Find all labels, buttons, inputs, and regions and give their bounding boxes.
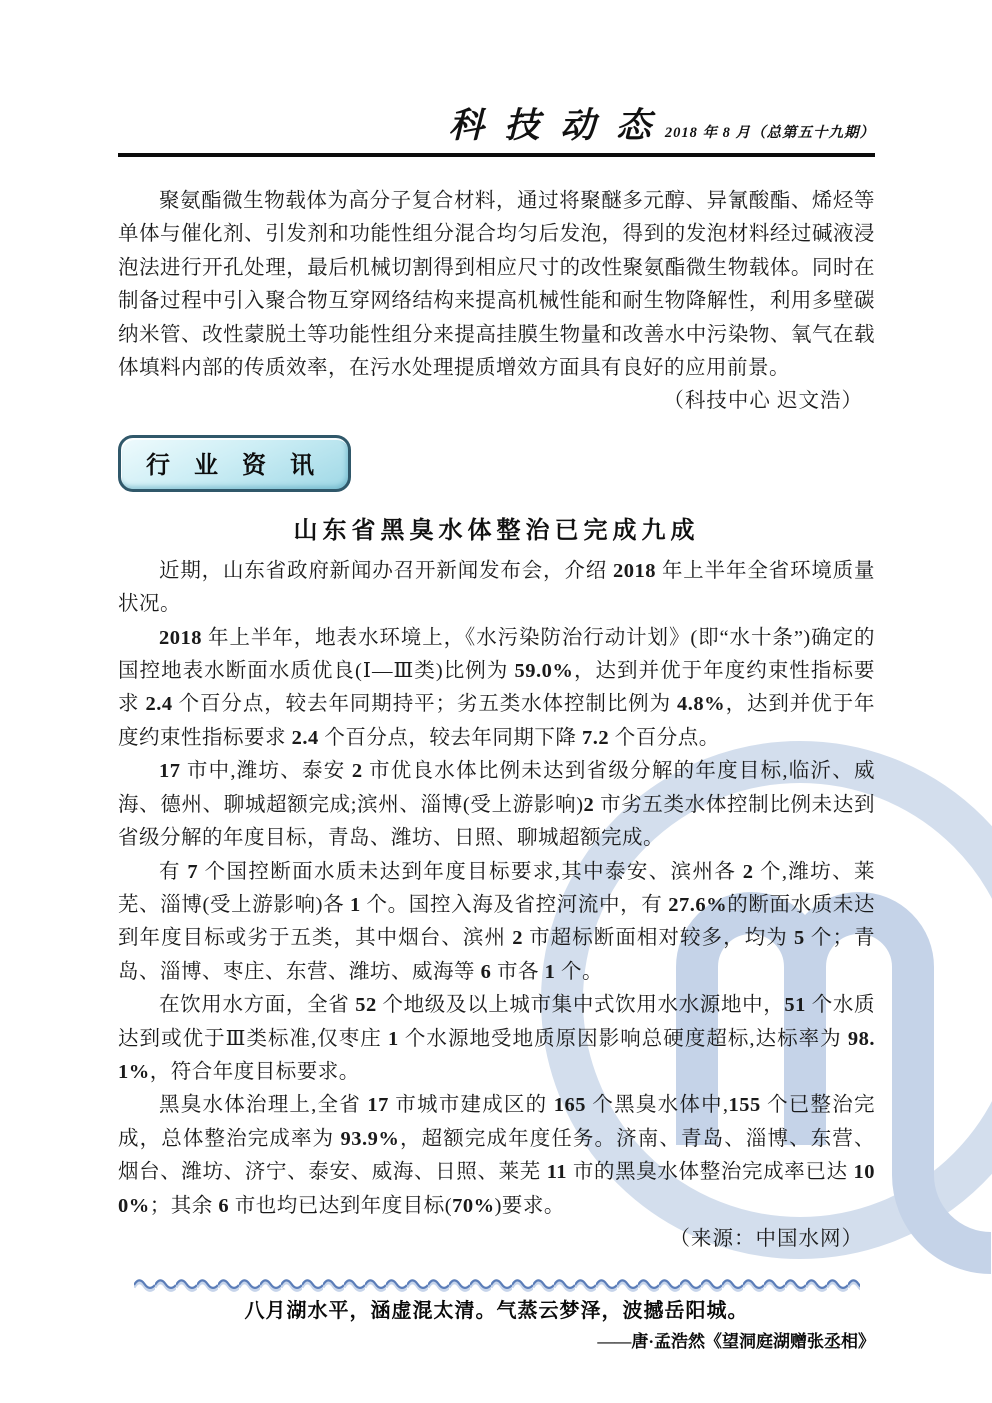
body-paragraph: 在饮用水方面，全省 52 个地级及以上城市集中式饮用水水源地中，51 个水质达到或优于Ⅲ类标准,仅枣庄 1 个水源地受地质原因影响总硬度超标,达标率为 98.1%，符合年度目标要求。 [118,994,876,1083]
body-paragraph: 黑臭水体治理上,全省 17 市城市建成区的 165 个黑臭水体中,155 个已整治完成，总体整治完成率为 93.9%，超额完成年度任务。济南、青岛、淄博、东营、烟台、潍坊、济宁、泰安、威海、日照、莱芜 11 市的黑臭水体整治完成率已达 100%；其余 6 市也均已达到年度目标(70%)要求。 [118,1094,876,1217]
source-attribution: （来源：中国水网） [669,1227,863,1250]
masthead-title: 科 技 动 态 [448,106,657,145]
body-paragraph: 17 市中,潍坊、泰安 2 市优良水体比例未达到省级分解的年度目标,临沂、威海、德州、聊城超额完成;滨州、淄博(受上游影响)2 市劣五类水体控制比例未达到省级分解的年度目标，青岛、潍坊、日照、聊城超额完成。 [118,760,876,850]
article-title: 山东省黑臭水体整治已完成九成 [293,517,700,544]
body-paragraph: 有 7 个国控断面水质未达到年度目标要求,其中泰安、滨州各 2 个,潍坊、莱芜、淄博(受上游影响)各 1 个。国控入海及省控河流中，有 27.6%的断面水质未达到年度目标或劣于五类，其中烟台、滨州 2 市超标断面相对较多，均为 5 个；青岛、淄博、枣庄、东营、潍坊、威海等 6 市各 1 个。 [118,860,876,983]
masthead-issue: 2018 年 8 月（总第五十九期） [664,125,875,141]
page-footer [118,1296,875,1355]
article-black-odor-water [118,510,875,1257]
body-paragraph: 2018 年上半年，地表水环境上，《水污染防治行动计划》(即“水十条”)确定的国控地表水断面水质优良(Ⅰ—Ⅲ类)比例为 59.0%，达到并优于年度约束性指标要求 2.4 个百分点，较去年同期持平；劣五类水体控制比例为 4.8%，达到并优于年度约束性指标要求 2.4 个百分点，较去年同期下降 7.2 个百分点。 [118,626,876,749]
page-header [118,0,875,157]
article-tech-carrier [118,185,875,419]
section-badge-label: 行 业 资 讯 [146,452,323,479]
section-badge-row [118,435,875,492]
header-rule [118,153,875,157]
body-paragraph: 聚氨酯微生物载体为高分子复合材料，通过将聚醚多元醇、异氰酸酯、烯烃等单体与催化剂、引发剂和功能性组分混合均匀后发泡，得到的发泡材料经过碱液浸泡法进行开孔处理，最后机械切割得到相应尺寸的改性聚氨酯微生物载体。同时在制备过程中引入聚合物互穿网络结构来提高机械性能和耐生物降解性，利用多壁碳纳米管、改性蒙脱土等功能性组分来提高挂膜生物量和改善水中污染物、氧气在载体填料内部的传质效率，在污水处理提质增效方面具有良好的应用前景。 [118,190,875,380]
poem-quote: 八月湖水平，涵虚混太清。气蒸云梦泽，波撼岳阳城。 [244,1300,749,1323]
poem-attribution: ——唐·孟浩然《望洞庭湖赠张丞相》 [597,1332,875,1352]
body-paragraph: 近期，山东省政府新闻办召开新闻发布会，介绍 2018 年上半年全省环境质量状况。 [118,559,875,616]
author-byline: （科技中心 迟文浩） [663,390,863,413]
masthead [118,98,875,148]
section-badge [118,435,351,492]
wave-divider-icon [134,1278,860,1292]
